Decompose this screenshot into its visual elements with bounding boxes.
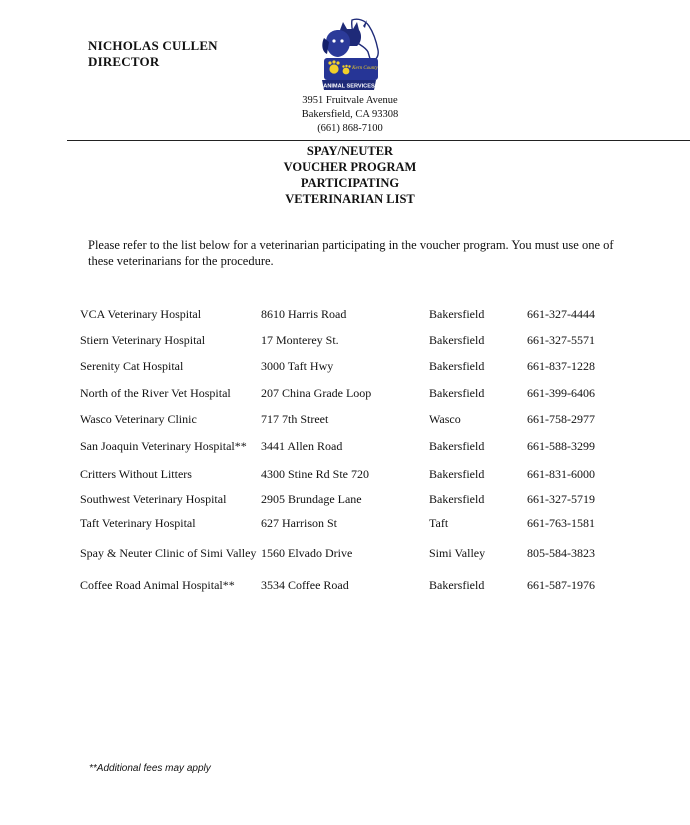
vet-name: Southwest Veterinary Hospital bbox=[80, 491, 227, 506]
vet-phone: 661-399-6406 bbox=[527, 385, 595, 400]
divider bbox=[67, 140, 690, 141]
vet-city: Bakersfield bbox=[429, 439, 485, 453]
vet-name: North of the River Vet Hospital bbox=[80, 385, 231, 400]
vet-address: 3000 Taft Hwy bbox=[261, 358, 334, 373]
vet-address: 717 7th Street bbox=[261, 412, 329, 426]
footnote: **Additional fees may apply bbox=[89, 763, 211, 774]
table-row bbox=[80, 378, 637, 407]
vet-address: 1560 Elvado Drive bbox=[261, 545, 353, 560]
veterinarian-table bbox=[80, 300, 637, 600]
vet-phone: 661-758-2977 bbox=[527, 412, 595, 426]
table-row bbox=[80, 535, 637, 570]
page-title bbox=[200, 143, 500, 207]
vet-name: Spay & Neuter Clinic of Simi Valley bbox=[80, 545, 257, 560]
vet-phone: 661-327-5571 bbox=[527, 333, 595, 347]
table-row bbox=[80, 407, 637, 431]
table-row bbox=[80, 431, 637, 461]
vet-phone: 661-327-5719 bbox=[527, 491, 595, 506]
table-row bbox=[80, 511, 637, 535]
vet-address: 3534 Coffee Road bbox=[261, 578, 349, 592]
vet-address: 17 Monterey St. bbox=[261, 333, 339, 347]
vet-name: Critters Without Litters bbox=[80, 466, 192, 481]
table-row bbox=[80, 486, 637, 511]
vet-phone: 805-584-3823 bbox=[527, 545, 595, 560]
intro-paragraph: Please refer to the list below for a veterinarian participating in the voucher program. You must use one of these veterinarians for the procedure. bbox=[88, 238, 614, 268]
vet-city: Bakersfield bbox=[429, 466, 485, 481]
address-street: 3951 Fruitvale Avenue bbox=[302, 95, 398, 106]
title-line-4: VETERINARIAN LIST bbox=[285, 192, 415, 206]
table-row bbox=[80, 300, 637, 327]
vet-name: Coffee Road Animal Hospital** bbox=[80, 578, 235, 592]
vet-address: 207 China Grade Loop bbox=[261, 385, 372, 400]
vet-city: Simi Valley bbox=[429, 545, 486, 560]
vet-address: 2905 Brundage Lane bbox=[261, 491, 362, 506]
vet-city: Bakersfield bbox=[429, 333, 485, 347]
table-row bbox=[80, 461, 637, 486]
title-line-3: PARTICIPATING bbox=[300, 176, 400, 190]
vet-address: 8610 Harris Road bbox=[261, 306, 347, 321]
director-title: DIRECTOR bbox=[88, 54, 160, 69]
title-line-1: SPAY/NEUTER bbox=[306, 144, 394, 158]
vet-phone: 661-837-1228 bbox=[527, 358, 595, 373]
animal-services-logo bbox=[318, 16, 380, 94]
vet-phone: 661-831-6000 bbox=[527, 466, 595, 481]
vet-address: 3441 Allen Road bbox=[261, 439, 343, 453]
logo-banner-text: ANIMAL SERVICES bbox=[323, 83, 375, 90]
dog-icon bbox=[326, 30, 350, 57]
vet-name: Serenity Cat Hospital bbox=[80, 358, 184, 373]
address-city: Bakersfield, CA 93308 bbox=[301, 109, 399, 120]
vet-name: San Joaquin Veterinary Hospital** bbox=[80, 439, 247, 453]
vet-city: Bakersfield bbox=[429, 385, 485, 400]
vet-city: Bakersfield bbox=[429, 358, 485, 373]
vet-city: Taft bbox=[429, 516, 449, 530]
vet-name: Taft Veterinary Hospital bbox=[80, 516, 196, 530]
vet-city: Wasco bbox=[429, 412, 461, 426]
vet-phone: 661-587-1976 bbox=[527, 578, 595, 592]
address-block bbox=[268, 94, 432, 136]
director-block bbox=[88, 38, 218, 70]
vet-city: Bakersfield bbox=[429, 306, 485, 321]
vet-name: Stiern Veterinary Hospital bbox=[80, 333, 206, 347]
vet-phone: 661-588-3299 bbox=[527, 439, 595, 453]
vet-city: Bakersfield bbox=[429, 491, 485, 506]
director-name: NICHOLAS CULLEN bbox=[88, 38, 218, 53]
vet-phone: 661-763-1581 bbox=[527, 516, 595, 530]
address-phone: (661) 868-7100 bbox=[317, 123, 383, 134]
vet-name: Wasco Veterinary Clinic bbox=[80, 412, 197, 426]
vet-phone: 661-327-4444 bbox=[527, 306, 595, 321]
table-row bbox=[80, 327, 637, 353]
vet-name: VCA Veterinary Hospital bbox=[80, 306, 202, 321]
logo-arc-text: Kern County bbox=[352, 66, 378, 71]
paw-print-icon bbox=[329, 64, 338, 73]
vet-city: Bakersfield bbox=[429, 578, 485, 592]
table-row bbox=[80, 570, 637, 600]
table-row bbox=[80, 353, 637, 378]
vet-address: 627 Harrison St bbox=[261, 516, 337, 530]
title-line-2: VOUCHER PROGRAM bbox=[283, 160, 417, 174]
vet-address: 4300 Stine Rd Ste 720 bbox=[261, 466, 370, 481]
